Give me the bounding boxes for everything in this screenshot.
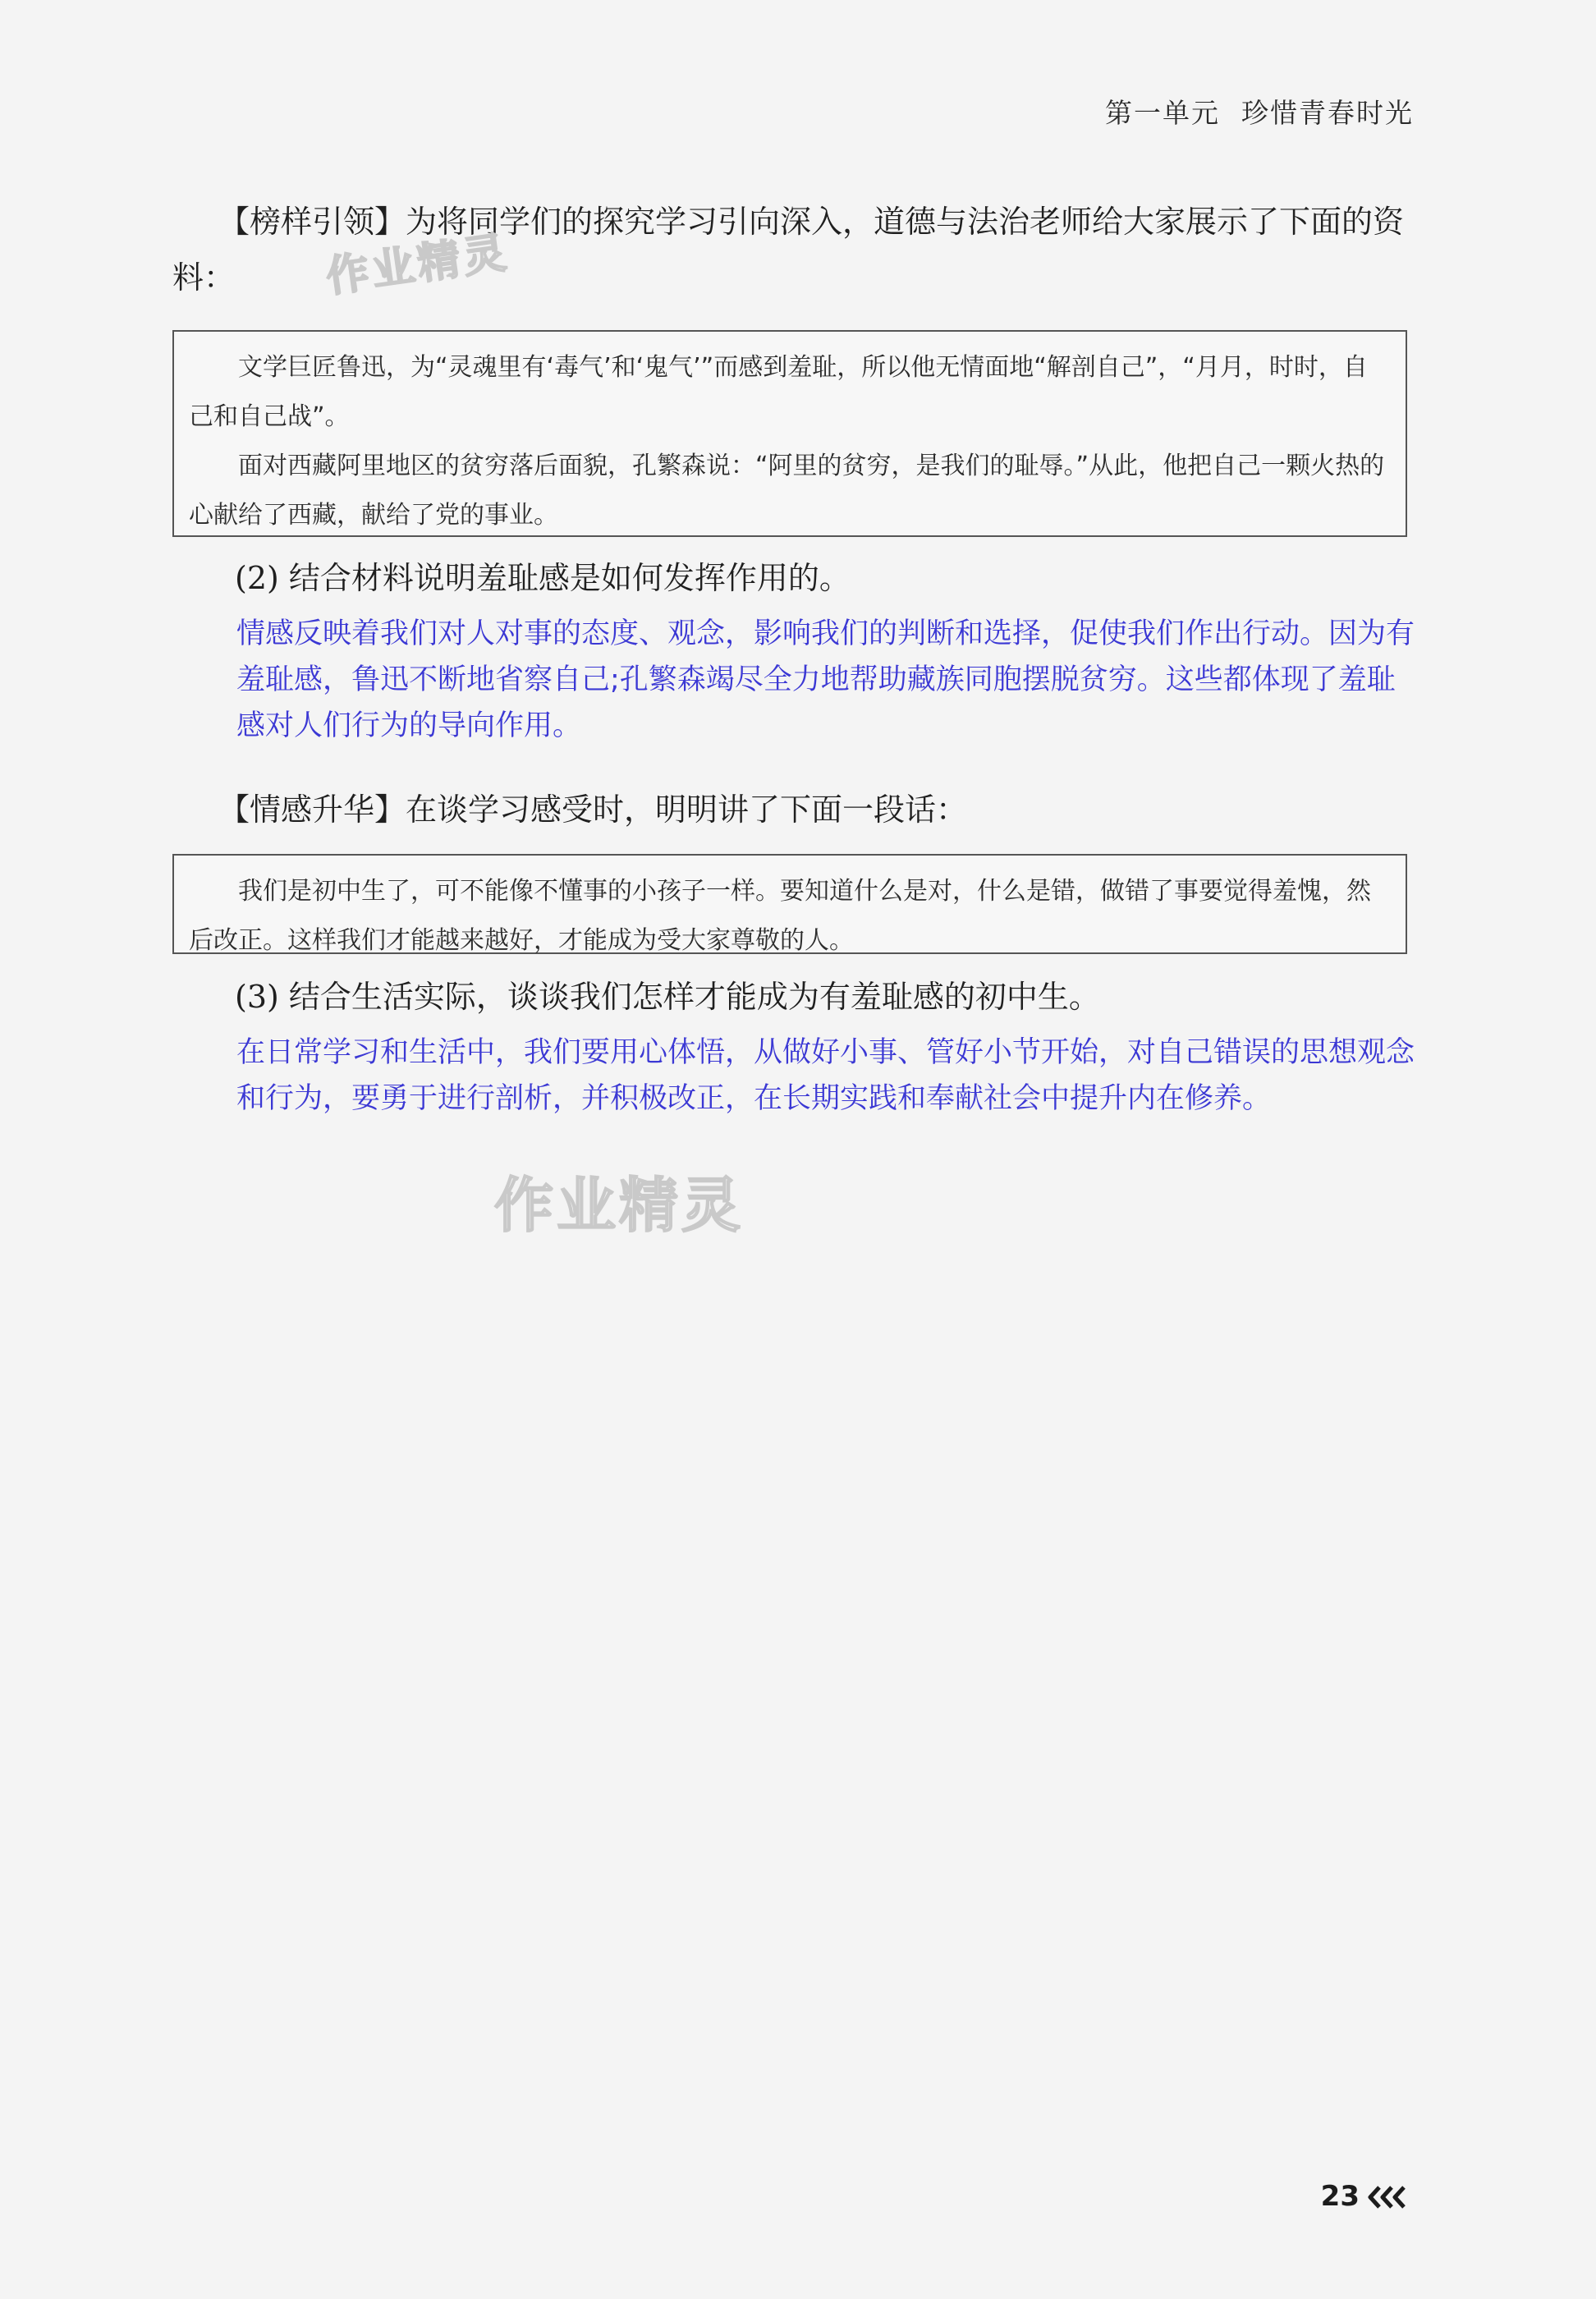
section-intro-emotion: 在谈学习感受时，明明讲了下面一段话： (406, 792, 968, 828)
material-paragraph: 面对西藏阿里地区的贫穷落后面貌，孔繁森说：“阿里的贫穷，是我们的耻辱。”从此，他把自己一颗火热的心献给了西藏，献给了党的事业。 (189, 452, 1385, 530)
section-intro-role-model: 为将同学们的探究学习引向深入，道德与法治老师给大家展示了下面的资料： (172, 204, 1405, 296)
material-box-2 (172, 854, 1407, 954)
answer-2: 情感反映着我们对人对事的态度、观念，影响我们的判断和选择，促使我们作出行动。因为有羞耻感，鲁迅不断地省察自己;孔繁森竭尽全力地帮助藏族同胞摆脱贫穷。这些都体现了羞耻感对人们行为的导向作用。 (236, 617, 1415, 742)
page-header (1105, 92, 1414, 131)
material-box-1 (172, 330, 1407, 537)
page-number (1321, 2180, 1410, 2213)
section-tag-role-model: 【榜样引领】 (218, 204, 406, 240)
material-paragraph: 我们是初中生了，可不能像不懂事的小孩子一样。要知道什么是对，什么是错，做错了事要觉得羞愧，然后改正。这样我们才能越来越好，才能成为受大家尊敬的人。 (189, 877, 1371, 955)
header-title: 珍惜青春时光 (1241, 97, 1414, 129)
watermark-large: 作业精灵 (494, 1171, 745, 1240)
section-tag-emotion: 【情感升华】 (218, 792, 406, 828)
watermark-small: 作业精灵 (323, 227, 512, 303)
section-emotion (172, 782, 1412, 837)
question-2: (2) 结合材料说明羞耻感是如何发挥作用的。 (235, 560, 851, 596)
question-3: (3) 结合生活实际，谈谈我们怎样才能成为有羞耻感的初中生。 (235, 979, 1100, 1015)
triple-chevron-left-icon (1366, 2184, 1410, 2209)
page-number-text: 23 (1320, 2180, 1360, 2213)
answer-3: 在日常学习和生活中，我们要用心体悟，从做好小事、管好小节开始，对自己错误的思想观念和行为，要勇于进行剖析，并积极改正，在长期实践和奉献社会中提升内在修养。 (236, 1036, 1415, 1115)
header-unit: 第一单元 (1105, 97, 1220, 129)
material-paragraph: 文学巨匠鲁迅，为“灵魂里有‘毒气’和‘鬼气’”而感到羞耻，所以他无情面地“解剖自己”，“月月，时时，自己和自己战”。 (189, 353, 1368, 431)
